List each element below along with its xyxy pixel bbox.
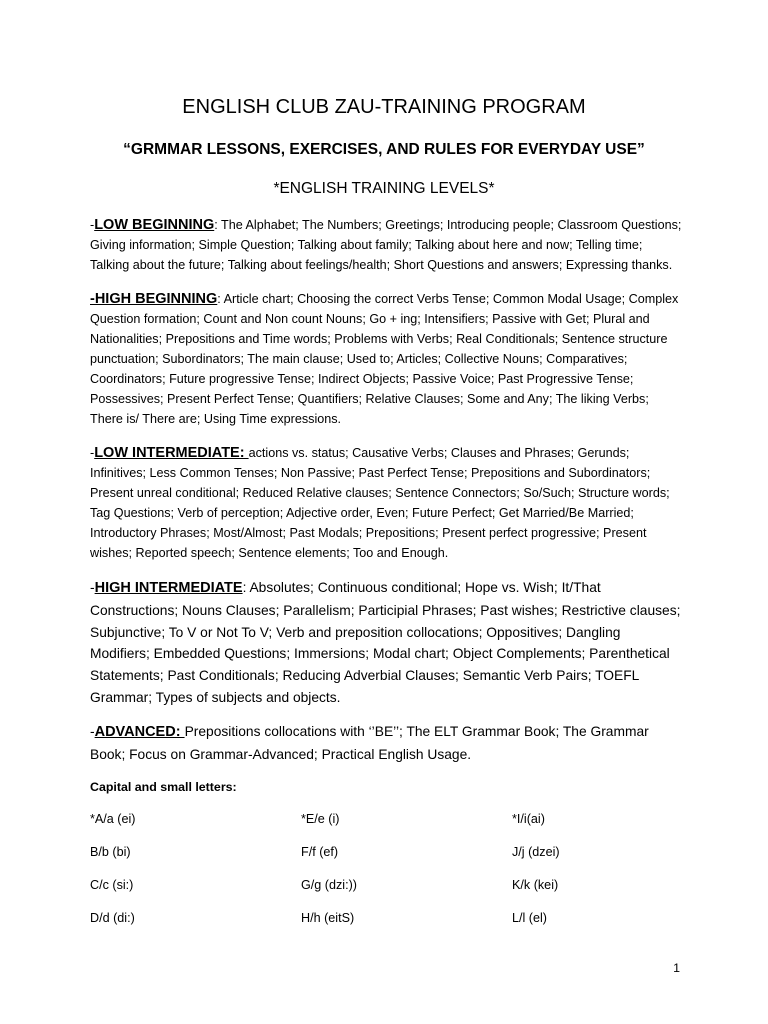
level-name: LOW BEGINNING — [94, 217, 215, 233]
level-separator: : — [242, 580, 250, 595]
level-topics: The Alphabet; The Numbers; Greetings; Introducing people; Classroom Questions; Giving information; Simple Question; Talking about family; Talking about here and now; Telling time; Talking about the future; Talking about feelings/health; Short Questions and answers; Expressing thanks. — [90, 218, 682, 272]
level-low-intermediate — [90, 443, 682, 563]
letters-heading: Capital and small letters: — [90, 780, 237, 794]
letter-entry: D/d (di:) — [90, 911, 135, 925]
letters-grid — [90, 810, 690, 942]
level-name: HIGH INTERMEDIATE — [94, 580, 243, 596]
page-number: 1 — [673, 961, 680, 975]
level-name: LOW INTERMEDIATE: — [94, 445, 249, 461]
letter-entry: J/j (dzei) — [512, 845, 560, 859]
letter-entry: C/c (si:) — [90, 878, 134, 892]
letter-entry: B/b (bi) — [90, 845, 131, 859]
levels-heading: *ENGLISH TRAINING LEVELS* — [273, 180, 495, 197]
level-name: -HIGH BEGINNING — [90, 291, 218, 307]
level-prefix: - — [90, 580, 95, 595]
level-name: ADVANCED: — [94, 724, 185, 740]
letter-entry: *E/e (i) — [301, 812, 340, 826]
level-prefix: - — [90, 218, 95, 232]
letter-entry: L/l (el) — [512, 911, 547, 925]
level-topics: Article chart; Choosing the correct Verbs Tense; Common Modal Usage; Complex Question formation; Count and Non count Nouns; Go + ing; Intensifiers; Passive with Get; Plural and Nationalities; Prepositions and Time words; Problems with Verbs; Real Conditionals; Sentence structure punctuation; Subordinators; The main clause; Used to; Articles; Collective Nouns; Comparatives; Coordinators; Future progressive Tense; Indirect Objects; Passive Voice; Past Progressive Tense; Possessives; Present Perfect Tense; Quantifiers; Relative Clauses; Some and Any; The liking Verbs; There is/ There are; Using Time expressions. — [90, 292, 679, 426]
level-advanced — [90, 721, 682, 766]
document-subtitle: “GRMMAR LESSONS, EXERCISES, AND RULES FOR EVERYDAY USE” — [123, 141, 645, 158]
level-high-beginning — [90, 289, 682, 429]
level-low-beginning — [90, 215, 682, 275]
letter-entry: *A/a (ei) — [90, 812, 136, 826]
level-prefix: - — [90, 446, 95, 460]
level-separator: : — [217, 292, 224, 306]
letter-entry: G/g (dzi:)) — [301, 878, 357, 892]
document-title: ENGLISH CLUB ZAU-TRAINING PROGRAM — [182, 96, 586, 118]
level-topics: Prepositions collocations with ‘’BE’’; The ELT Grammar Book; The Grammar Book; Focus on Grammar-Advanced; Practical English Usage. — [90, 724, 649, 762]
level-topics: actions vs. status; Causative Verbs; Clauses and Phrases; Gerunds; Infinitives; Less Common Tenses; Non Passive; Past Perfect Tense; Prepositions and Subordinators; Present unreal conditional; Reduced Relative clauses; Sentence Connectors; So/Such; Structure words; Tag Questions; Verb of perception; Adjective order, Even; Future Perfect; Get Married/Be Married; Introductory Phrases; Most/Almost; Past Modals; Prepositions; Present perfect progressive; Present wishes; Reported speech; Sentence elements; Too and Enough. — [90, 446, 670, 560]
letter-entry: K/k (kei) — [512, 878, 559, 892]
letter-entry: *I/i(ai) — [512, 812, 545, 826]
level-high-intermediate — [90, 577, 682, 709]
level-prefix: - — [90, 724, 95, 739]
letter-entry: F/f (ef) — [301, 845, 339, 859]
letter-entry: H/h (eitS) — [301, 911, 355, 925]
level-topics: Absolutes; Continuous conditional; Hope vs. Wish; It/That Constructions; Nouns Clauses; Parallelism; Participial Phrases; Past wishes; Restrictive clauses; Subjunctive; To V or Not To V; Verb and preposition collocations; Oppositives; Dangling Modifiers; Embedded Questions; Immersions; Modal chart; Object Complements; Parenthetical Statements; Past Conditionals; Reducing Adverbial Clauses; Semantic Verb Pairs; TOEFL Grammar; Types of subjects and objects. — [90, 580, 681, 705]
level-separator: : — [214, 218, 222, 232]
